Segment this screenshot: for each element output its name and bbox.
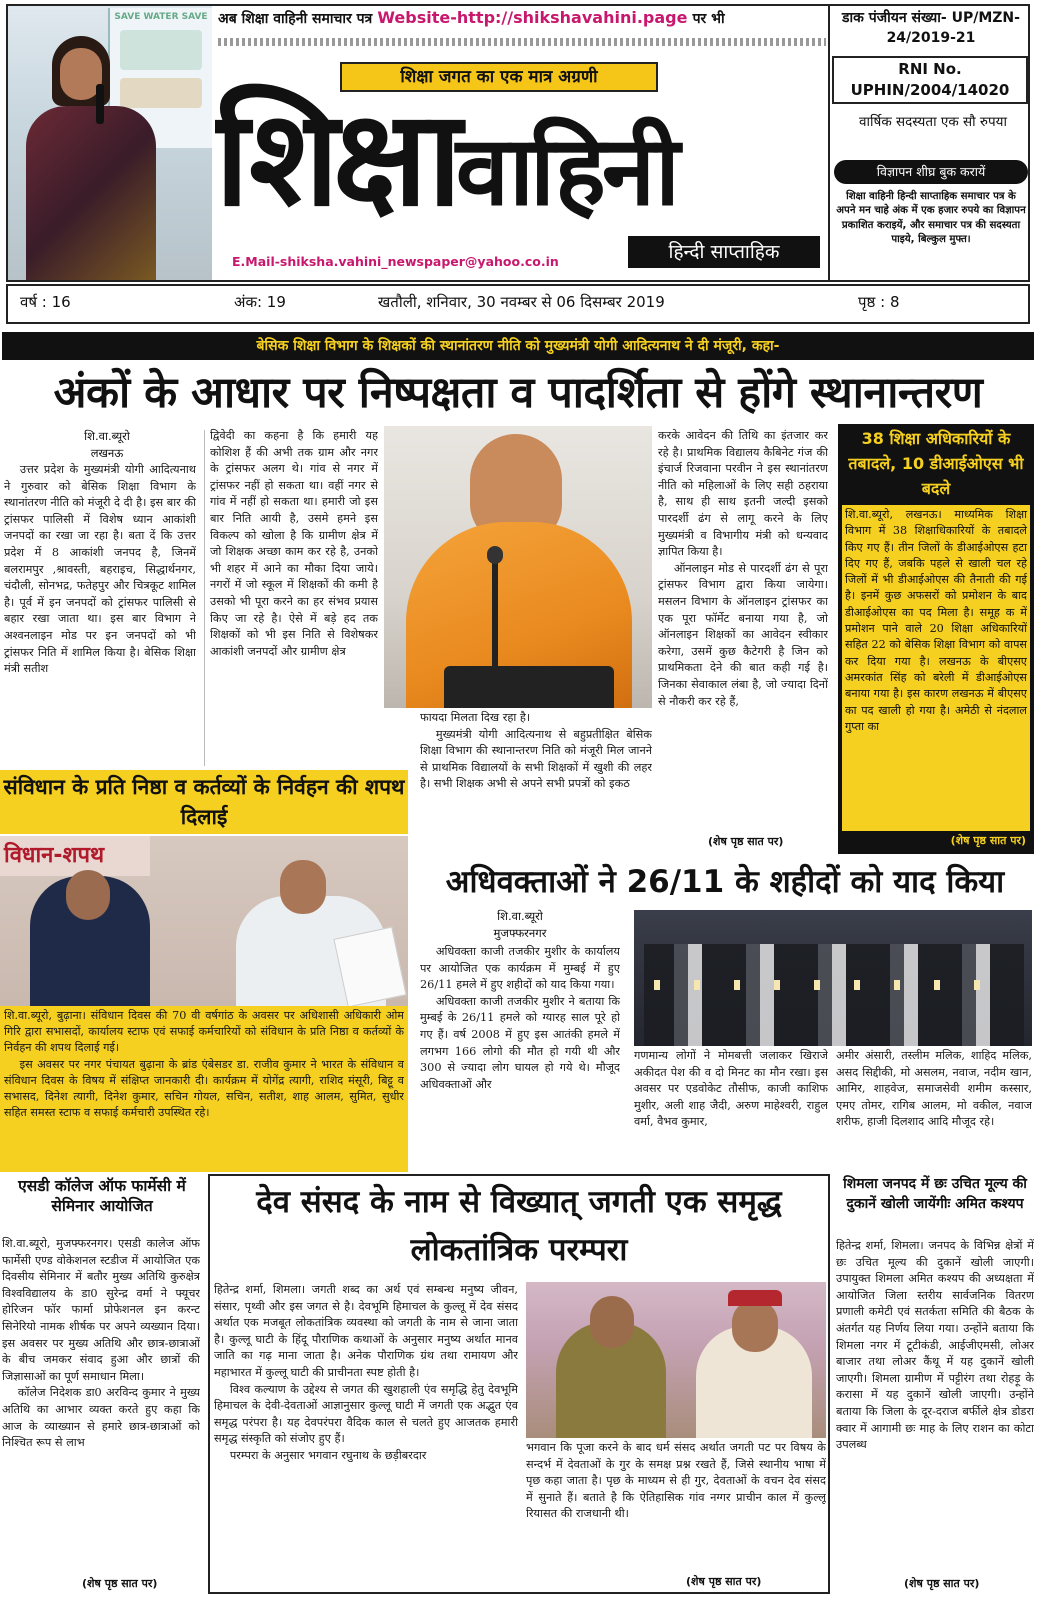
advocates-headline: अधिवक्ताओं ने 26/11 के शहीदों को याद किया [445,864,1005,900]
lead-continued: (शेष पृष्ठ सात पर) [708,835,784,848]
advocates-column-2 [634,1048,828,1172]
column-rule [204,430,205,766]
person-left-face [66,870,110,920]
side-story-headline: 38 शिक्षा अधिकारियों के तबादले, 10 डीआईओएस भी बदले [848,429,1024,498]
oath-body-box [0,1006,408,1172]
lead-column-2 [210,428,378,768]
parliament-photo [526,1282,826,1438]
email-address[interactable]: E.Mail-shiksha.vahini_newspaper@yahoo.co.in [232,254,559,269]
oath-body-1: शि.वा.ब्यूरो, बुढ़ाना। संविधान दिवस की 70 वी वर्षगांठ के अवसर पर अधिशासी अधिकारी ओम गिरि द्वारा सभासदों, कार्यालय स्टाफ एवं सफाई कर्मचारियों को संविधान के प्रति निष्ठा व कर्तव्यों के निर्वहन की शपथ दिलाई गई। [4,1009,404,1055]
shimla-continued: (शेष पृष्ठ सात पर) [904,1577,980,1590]
lead-column-2-text: द्विवेदी का कहना है कि हमारी यह कोशिश हैं की अभी तक ग्राम और नगर के ट्रांसफर अलग थे। गांव से नगर में ट्रांसफर नहीं हो सकता था। वहीं नगर से गांव में नहीं हो सकता था। हमारी जो इस बार निति आयी है, उसमे हमने इस विकल्प को खोला है कि ग्रामीण क्षेत्र में जो शिक्षक अच्छा काम कर रहे है, उनको भी शहर में आने का मौका दिया जाये। नगरों में जो स्कूल में शिक्षकों की कमी है उसको भी पूरा करने का हर संभव प्रयास किए जा रहे है। ऐसे में बड़े हद तक शिक्षकों को भी इस निति से विशेषकर आकांशी जनपदों और ग्रामीण क्षेत्र [210,429,378,658]
pharmacy-body [2,1236,200,1576]
parliament-column-2-text: भगवान कि पूजा करने के बाद धर्म संसद अर्थात जगती पट पर विषय के सन्दर्भ में देवताओं के गुर के समक्ष प्रश्न रखते हैं, जिसे स्थानीय भाषा में पृछ कहा जाता है। पृछ के माध्यम से ही गुर, देवताओं के वचन देव संसद में सुनाते हैं। बताते है कि ऐतिहासिक गांव नग्गर प्राचीन काल में कुल्लू रियासत की राजधानी थी। [526,1441,826,1521]
lead-photo-yogi [384,426,652,708]
lead-kicker: बेसिक शिक्षा विभाग के शिक्षकों की स्थानांतरण नीति को मुख्यमंत्री योगी आदित्यनाथ ने दी मंजूरी, कहा- [256,338,780,354]
shimla-body-text: हितेन्द्र शर्मा, शिमला। जनपद के विभिन्न क्षेत्रों में छः उचित मूल्य की दुकानें खोली जाएगी। उपायुक्त शिमला अमित कश्यप की अध्यक्षता में आयोजित जिला स्तरीय सार्वजनिक वितरण प्रणाली कमेटी एवं सतर्कता समिति की बैठक के अंतर्गत यह निर्णय लिया गया। उन्होंने बताया कि शिमला नगर में टूटीकंडी, आईजीएमसी, लोअर बाजार तथा लोअर कैंथू में यह दुकानें खोली जाएगी। शिमला ग्रामीण में पट्टीरंग तथा रोहड़ू के करासा में यह दुकानें खोली जाएगी। उन्होंने बताया कि जिला के दूर-दराज बर्फीले क्षेत्र डोडरा क्वार में आगामी छः माह के लिए राशन का कोटा उपलब्ध [836,1239,1034,1452]
newspaper-title [215,74,830,244]
lead-column-3a-text: फायदा मिलता दिख रहा है। [420,711,531,724]
rni-box [832,56,1028,104]
oath-banner [0,836,150,876]
advocates-photo [634,910,1032,1046]
lead-byline [12,428,202,462]
website-prefix: अब शिक्षा वाहिनी समाचार पत्र [218,11,373,27]
masthead-photo-speaker [8,6,212,280]
man-left-face [590,1296,634,1348]
lead-column-4b-text: ऑनलाइन मोड से पारदर्शी ढंग से पूरा ट्रांसफर विभाग द्वारा किया जायेगा। मसलन विभाग के ऑनलाइन ट्रांसफर का एक पूरा फॉर्मेट बनाया गया है, जो ऑनलाइन शिक्षकों का आवेदन स्वीकार करेगा, उसमें कुछ कैटेगरी है जिन को प्राथमिकता देने की बात कही गई है। जिनका सेवाकाल लंबा है, जो ज्यादा दिनों से नौकरी कर रहे हैं, [658,561,828,708]
subscription-text: वार्षिक सदस्यता एक सौ रुपया [859,114,1007,130]
shimla-headline: शिमला जनपद में छः उचित मूल्य की दुकानें खोली जायेंगीः अमित कश्यप [843,1176,1027,1212]
advocates-byline-name: शि.वा.ब्यूरो [497,909,543,923]
lead-column-4 [658,428,828,828]
lead-byline-place: लखनऊ [90,446,124,460]
lead-column-4a-text: करके आवेदन की तिथि का इंतजार कर रहे है। प्राथमिक विद्यालय कैबिनेट गंज की इंचार्ज रिजवाना परवीन ने इस स्थानांतरण नीति को महिलाओं के लिए सही ठहराया है, साथ ही साथ इतनी जल्दी इसको पारदर्शी ढंग से लागू करने के लिए मुख्यमंत्री व विभागीय मंत्री को धन्यवाद ज्ञापित किया है। [658,429,828,559]
advocates-column-2-text: गणमान्य लोगों ने मोमबत्ती जलाकर खिराजे अकीदत पेश की व दो मिनट का मौन रखा। इस अवसर पर एडवोकेट तौसीफ, काजी काशिफ मुशीर, अली शाह जैदी, अरुण माहेश्वरी, राहुल वर्मा, वैभव कुमार, [634,1049,828,1129]
pharmacy-continued: (शेष पृष्ठ सात पर) [82,1577,158,1590]
man-right-face [732,1300,778,1352]
lead-column-3 [420,710,652,850]
advocates-column-1b-text: अधिवक्ता काजी तजकीर मुशीर ने बताया कि मुम्बई के 26/11 हमले को ग्यारह साल पूरे हो गए हैं। वर्ष 2008 में हुए इस आतंकी हमले में लगभग 166 लोगो की मौत हो गयी थी और 300 से ज्यादा लोग घायल हो गये थे। मौजूद अधिवक्ताओं और [420,994,620,1091]
title-vahini: वाहिनी [455,115,677,227]
advocates-column-3 [836,1048,1032,1172]
advocates-byline-place: मुजफ्फरनगर [493,926,547,940]
pharmacy-body-1: शि.वा.ब्यूरो, मुजफ्फरनगर। एसडी कालेज ऑफ फार्मेसी एण्ड वोकेशनल स्टडीज में आयोजित एक दिवसीय सेमिनार में बतौर मुख्य अतिथि कुरुक्षेत्र विश्वविद्यालय के डा0 सुरेन्द्र वर्मा ने फ्यूचर होरिजन फॉर फार्मा प्रोफेशनल इन करन्ट सिनेरियो नामक शीर्षक पर अपने व्यख्यान दिया। इस अवसर पर मुख्य अतिथि और छात्र-छात्राओं के बीच जमकर संवाद हुआ और छात्रों की जिज्ञासाओं का पूर्ण समाधान मिला। [2,1237,200,1383]
parliament-column-2 [526,1440,826,1574]
year-label: वर्ष : 16 [20,293,71,311]
advocates-column-3-text: अमीर अंसारी, तस्लीम मलिक, शाहिद मलिक, असद सिद्दीकी, मो असलम, नवाज, नदीम खान, आमिर, शाहवेज, समाजसेवी शमीम कस्सार, एमए तोमर, रागिब आलम, मो वकील, नवाज शरीफ, हाजी दिलशाद आदि मौजूद रहे। [836,1049,1032,1129]
oath-body [4,1008,404,1121]
shimla-body [836,1238,1034,1576]
side-story-body: शि.वा.ब्यूरो, लखनऊ। माध्यमिक शिक्षा विभाग में 38 शिक्षाधिकारियों के तबादले किए गए हैं। तीन जिलों के डीआईओएस हटा दिए गए हैं, जबकि पहले से खाली चल रहे जिलों में भी डीआईओएस की तैनाती की गई है। इनमें कुछ अफसरों को प्रमोशन के बाद डीआईओएस का पद मिला है। समूह क में प्रमोशन पाने वाले 20 शिक्षा अधिकारियों सहित 22 को बेसिक शिक्षा विभाग को वापस कर दिया गया है। लखनऊ के बीएसए अमरकांत सिंह को बरेली में डीआईओएस बनाया गया है। इस कारण लखनऊ में बीएसए का पद खाली हो गया है। अमेठी से नंदलाल गुप्ता का [845,508,1027,733]
advocates-column-1-text: अधिवक्ता काजी तजकीर मुशीर के कार्यालय पर आयोजित एक कार्यक्रम में मुम्बई में हुए 26/11 हमले में हुए शहीदों को याद किया गया। [420,945,620,992]
person-right-face [280,860,326,914]
oath-headline-box [0,770,408,834]
issue-label: अंक: 19 [234,293,286,311]
side-story-body-bg [842,505,1030,831]
oath-photo [0,836,408,1006]
parliament-column-1 [214,1282,518,1592]
lead-column-3b-text: मुख्यमंत्री योगी आदित्यनाथ से बहुप्रतीक्षित बेसिक शिक्षा विभाग की स्थानान्तरण निति को मंजूरी मिल जानने से प्राथमिक विद्यालयों के सभी शिक्षकों में खुशी की लहर है। सभी शिक्षक अभी से अपने सभी प्रपत्रों को इकठ [420,727,652,791]
lead-headline: अंकों के आधार पर निष्पक्षता व पादर्शिता से होंगे स्थानान्तरण [53,368,983,418]
pharmacy-headline: एसडी कॉलेज ऑफ फार्मेसी में सेमिनार आयोजित [18,1177,186,1215]
decorative-rule [218,38,826,46]
website-suffix: पर भी [692,11,725,27]
ad-booking-label: विज्ञापन शीघ्र बुक करायें [876,164,986,179]
website-link[interactable]: Website-http://shikshavahini.page [377,8,688,27]
parliament-column-1-text: हितेन्द्र शर्मा, शिमला। जगती शब्द का अर्थ एवं सम्बन्ध मनुष्य जीवन, संसार, पृथ्वी और इस जगत से है। देवभूमि हिमाचल के कुल्लू में देव संसद अर्थात एक मजबूत लोकतांत्रिक व्यवस्था को जगती के नाम से जाना जाता है। कुल्लू घाटी के हिंदू पौराणिक कथाओं के अनुसार मनुष्य अर्थात मानव जाति का गढ़ माना जाता है। अनेक पौराणिक ग्रंथ तथा रामायण और महाभारत में कुल्लू घाटी की प्राचीनता स्पष्ट होती है। [214,1283,518,1379]
side-story-continued: (शेष पृष्ठ सात पर) [950,834,1026,847]
masthead-divider [828,4,830,282]
parliament-column-1b-text: विश्व कल्याण के उद्देश्य से जगत की खुशहाली एंव समृद्धि हेतु देवभूमि हिमाचल के देवी-देवताओं आज्ञानुसार कुल्लू घाटी में जगती एक अद्भुत एंव समृद्ध परंपरा है। यह देवपरंपरा वैदिक काल से चलते हुए आजतक हमारी समृद्ध संस्कृति को संजोए हुए हैं। [214,1382,518,1446]
parliament-headline: देव संसद के नाम से विख्यात् जगती एक समृद्ध लोकतांत्रिक परम्परा [256,1184,782,1268]
side-story-box [838,424,1034,854]
oath-body-2: इस अवसर पर नगर पंचायत बुढ़ाना के ब्रांड एंबेसडर डा. राजीव कुमार ने भारत के संविधान व संविधान दिवस के विषय में संक्षिप्त जानकारी दी। कार्यक्रम में योगेंद्र त्यागी, राशिद मंसूरी, बिट्टू व सभासद, दिनेश त्यागी, दिनेश कुमार, सचिन गोयल, सचिन, सतीश, शाह आलम, सुमित, सुधीर सहित समस्त स्टाफ व सफाई कर्मचारी उपस्थित रहे। [4,1057,404,1120]
advocates-byline [420,908,620,942]
candles-row [654,980,1014,990]
place-date: खतौली, शनिवार, 30 नवम्बर से 06 दिसम्बर 2019 [378,293,665,311]
registration-number: डाक पंजीयन संख्या- UP/MZN-24/2019-21 [842,10,1020,46]
tagline-text: शिक्षा जगत का एक मात्र अग्रणी [400,67,598,87]
title-shiksha: शिक्षा [215,82,456,236]
group-people [644,944,1024,1046]
pharmacy-body-2: कॉलेज निदेशक डा0 अरविन्द कुमार ने मुख्य अतिथि का आभार व्यक्त करते हुए कहा कि आज के व्याख्यान से हमारे छात्र-छात्राओं को निश्चित रूप से लाभ [2,1386,200,1450]
paper-sheet [333,927,406,1006]
oath-headline: संविधान के प्रति निष्ठा व कर्तव्यों के निर्वहन की शपथ दिलाई [3,775,405,829]
website-line [218,8,828,32]
ad-offer-text: शिक्षा वाहिनी हिन्दी साप्ताहिक समाचार पत्र के अपने मन चाहे अंक में एक हजार रुपये का विज्ञापन प्रकाशित कराइयें, और समाचार पत्र की सदस्यता पाइये, बिल्कुल मुफ्त। [836,191,1026,246]
lead-column-1 [4,462,196,768]
lead-column-1-text: उत्तर प्रदेश के मुख्यमंत्री योगी आदित्यनाथ ने गुरुवार को बेसिक शिक्षा विभाग के स्थानांतरण नीति को मंजूरी दे दी है। इस बार की ट्रांसफर पालिसी में विशेष ध्यान आकांशी जनपदों का रखा जा रहा है। बता दें कि उत्तर प्रदेश में 8 आकांशी जनपद है, जिनमें बलरामपुर ,श्रावस्ती, बहराइच, सिद्धार्थनगर, चंदौली, सोनभद्र, फतेहपुर और चित्रकूट शामिल है। पूर्व में इन जनपदों को ट्रांसफर पालिसी से बहार रखा जाता था। इस बार विभाग ने अश्वनलाइन मोड पर इन जनपदों को भी ट्रांसफर निति में शामिल किया है। बेसिक शिक्षा मंत्री सतीश [4,463,196,676]
microphone-head [487,546,503,564]
lead-kicker-bar [2,332,1034,360]
parliament-column-1c-text: परम्परा के अनुसार भगवान रघुनाथ के छड़ीबरदार [229,1448,427,1462]
ad-booking-button[interactable] [834,160,1028,184]
rni-number: RNI No. UPHIN/2004/14020 [850,60,1010,99]
press-mics [444,666,614,708]
microphone [96,84,104,124]
poster-text: SAVE WATER SAVE [114,12,208,22]
parliament-continued: (शेष पृष्ठ सात पर) [686,1575,762,1588]
page-number: पृष्ठ : 8 [858,293,900,311]
weekly-text: हिन्दी साप्ताहिक [668,241,780,263]
advocates-column-1 [420,944,620,1172]
speaker-body [26,106,156,280]
lead-byline-name: शि.वा.ब्यूरो [84,429,130,443]
oath-banner-text: विधान-शपथ [4,843,105,868]
weekly-box [628,236,820,268]
himachali-cap [728,1290,782,1306]
